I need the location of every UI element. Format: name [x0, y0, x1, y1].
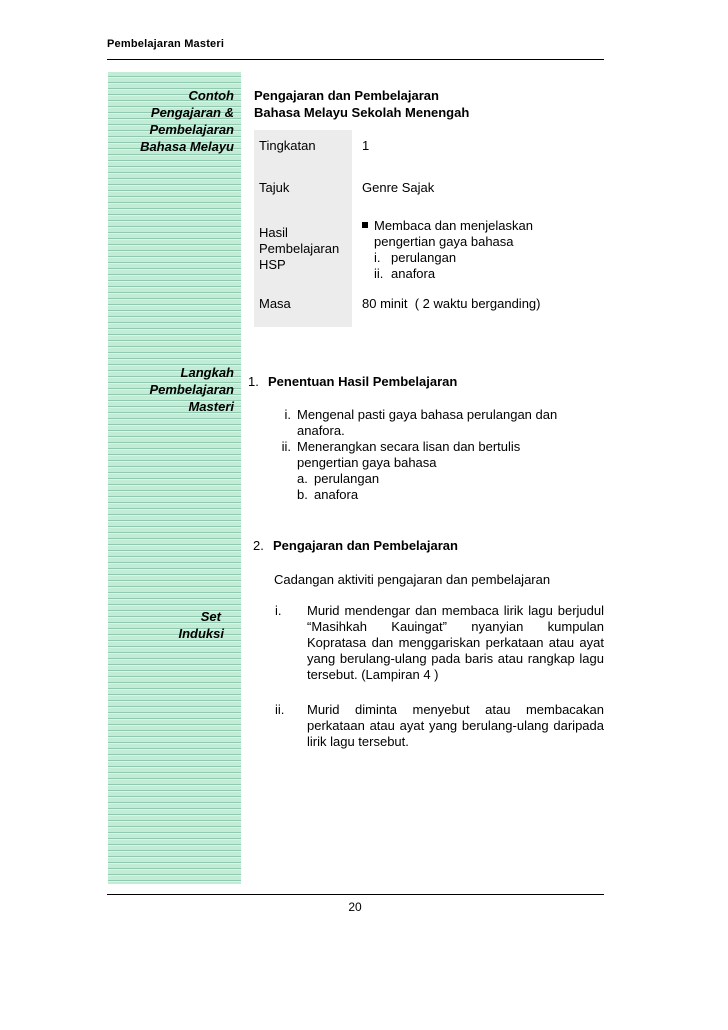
section1-sub-marker: b.	[297, 487, 308, 502]
section2-item	[275, 603, 608, 683]
row-tajuk	[254, 172, 604, 209]
section2-heading	[253, 538, 458, 553]
value-tingkatan: 1	[362, 138, 370, 153]
section1-sub-item	[274, 471, 604, 487]
section1-item-marker: i.	[284, 407, 291, 422]
page-number: 20	[348, 900, 362, 914]
section1-title: Penentuan Hasil Pembelajaran	[268, 374, 458, 389]
info-table	[254, 130, 604, 327]
hasil-sub-text: anafora	[391, 266, 436, 281]
label-tingkatan: Tingkatan	[254, 130, 352, 163]
section1-heading	[248, 374, 457, 389]
section2-number: 2.	[253, 538, 264, 553]
main-title-line: Bahasa Melayu Sekolah Menengah	[254, 105, 470, 120]
sidebar-line: Set	[200, 609, 221, 624]
section1-number: 1.	[248, 374, 259, 389]
label-hasil	[254, 209, 352, 288]
section1-item-line: Mengenal pasti gaya bahasa perulangan dan	[297, 407, 558, 422]
section1-sub-marker: a.	[297, 471, 308, 486]
hasil-bullet-text: Membaca dan menjelaskan	[374, 218, 533, 233]
sidebar-line: Contoh	[188, 88, 234, 103]
sidebar-line: Induksi	[178, 626, 224, 641]
sidebar-line: Masteri	[188, 399, 234, 414]
label-masa: Masa	[254, 288, 352, 327]
row-hasil	[254, 209, 604, 288]
row-masa	[254, 288, 604, 327]
row-tingkatan	[254, 130, 604, 163]
hasil-bullet-line	[362, 218, 604, 234]
margin-strip	[108, 72, 241, 884]
hasil-sub-text: perulangan	[391, 250, 457, 265]
label-hasil-line: Pembelajaran	[259, 241, 340, 256]
section1-sub-item	[274, 487, 604, 503]
main-title-line: Pengajaran dan Pembelajaran	[254, 88, 439, 103]
label-hasil-line: HSP	[259, 257, 286, 272]
sidebar-line: Bahasa Melayu	[140, 139, 234, 154]
value-tajuk: Genre Sajak	[362, 180, 435, 195]
section2-title: Pengajaran dan Pembelajaran	[273, 538, 458, 553]
hasil-sub-item	[362, 250, 604, 266]
value-hasil	[352, 209, 604, 288]
running-header: Pembelajaran Masteri	[107, 38, 225, 50]
label-hasil-line: Hasil	[259, 225, 288, 240]
label-spacer	[254, 163, 352, 172]
section1-item-body	[297, 439, 520, 471]
sidebar-line: Langkah	[180, 365, 234, 380]
sidebar-line: Pembelajaran	[149, 382, 234, 397]
header-rule	[107, 59, 604, 60]
section1-item-body	[297, 407, 557, 439]
value-spacer	[352, 163, 604, 172]
row-spacer	[254, 163, 604, 172]
sidebar-label-contoh	[108, 87, 234, 155]
section1-item	[274, 439, 604, 471]
section2-list	[275, 603, 608, 750]
hasil-sub-item	[362, 266, 604, 282]
section1-item-line: pengertian gaya bahasa	[297, 455, 437, 470]
section2-item-marker: ii.	[275, 702, 285, 717]
hasil-bullet-line: pengertian gaya bahasa	[374, 234, 514, 249]
section2-intro: Cadangan aktiviti pengajaran dan pembelajaran	[274, 572, 551, 587]
section2-item	[275, 702, 604, 750]
section1-item-marker: ii.	[281, 439, 291, 454]
sidebar-line: Pengajaran &	[150, 105, 234, 120]
footer-rule	[107, 894, 604, 895]
sidebar-label-set	[108, 608, 224, 642]
hasil-sub-marker: i.	[374, 250, 381, 265]
section1-sub-text: anafora	[314, 487, 359, 502]
square-bullet-icon	[362, 222, 368, 228]
section2-item-marker: i.	[275, 603, 282, 618]
sidebar-label-langkah	[108, 364, 234, 415]
section1-sub-text: perulangan	[314, 471, 380, 486]
section2-item-text: Murid diminta menyebut atau membacakan perkataan atau ayat yang berulang-ulang daripada lirik lagu tersebut.	[307, 702, 604, 749]
sidebar-line: Pembelajaran	[149, 122, 234, 137]
hasil-sub-marker: ii.	[374, 266, 384, 281]
section2-item-text: Murid mendengar dan membaca lirik lagu berjudul “Masihkah Kauingat” nyanyian kumpulan Kopratasa dan menggariskan perkataan atau ayat yang berulang-ulang pada baris atau rangkap lagu tersebut. (Lampiran 4 )	[307, 603, 608, 682]
section1-item-line: anafora.	[297, 423, 345, 438]
section1-item-line: Menerangkan secara lisan dan bertulis	[297, 439, 521, 454]
main-title	[254, 87, 469, 121]
value-masa: 80 minit ( 2 waktu berganding)	[362, 296, 541, 311]
section1-list	[274, 407, 604, 503]
section1-item	[274, 407, 604, 439]
label-tajuk: Tajuk	[254, 172, 352, 209]
